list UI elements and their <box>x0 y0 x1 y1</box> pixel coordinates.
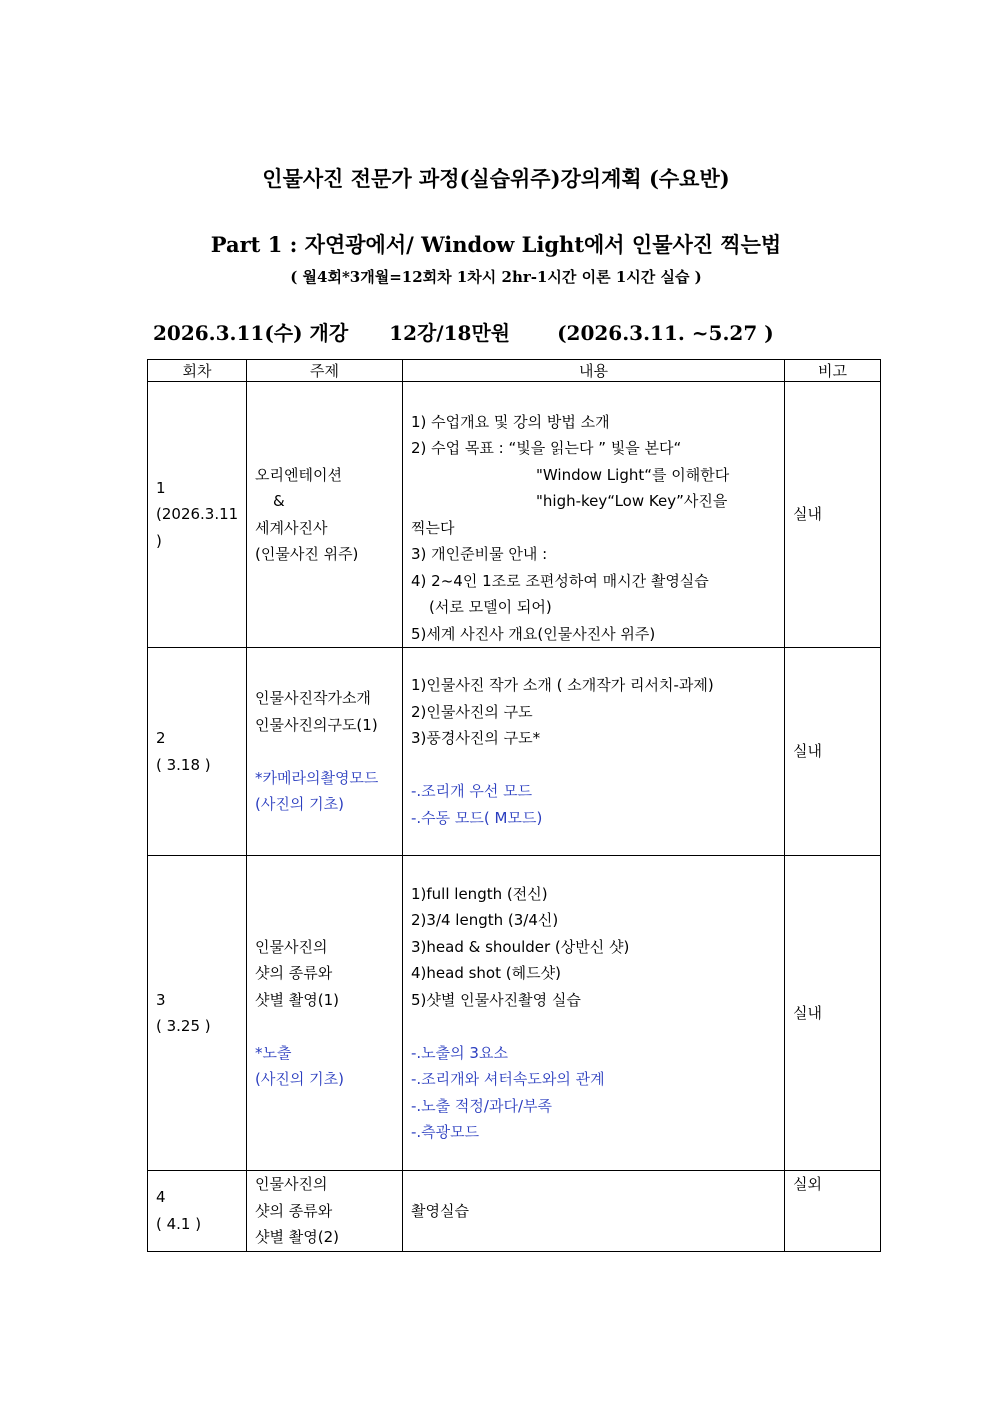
content-text: 2)3/4 length (3/4신) <box>411 911 559 929</box>
part-title: Part 1 : 자연광에서/ Window Light에서 인물사진 찍는법 <box>210 232 782 257</box>
session-text: 4 <box>156 1188 166 1207</box>
content-text: 5)샷별 인물사진촬영 실습 <box>411 990 581 1009</box>
topic-text: 세계사진사 <box>255 518 328 537</box>
header-note: 비고 <box>785 360 881 382</box>
content-cell <box>403 648 785 856</box>
topic-text: 인물사진작가소개 <box>255 689 371 708</box>
topic-text: (인물사진 위주) <box>255 545 359 563</box>
topic-cell <box>247 1171 403 1252</box>
content-text: "Window Light“를 이해한다 <box>536 465 730 484</box>
topic-text: (사진의 기초) <box>255 795 344 814</box>
topic-text: 인물사진의구도(1) <box>255 715 378 734</box>
lecture-plan-table <box>147 359 881 1252</box>
content-text: 5)세계 사진사 개요(인물사진사 위주) <box>411 624 656 643</box>
content-text <box>411 1013 776 1040</box>
content-text: 촬영실습 <box>411 1201 469 1220</box>
sessions-fee: 12강/18만원 <box>389 321 511 345</box>
content-text: -.노출의 3요소 <box>411 1043 508 1062</box>
content-text: -.측광모드 <box>411 1123 480 1141</box>
session-text: 3 <box>156 990 166 1009</box>
content-text: -.노출 적정/과다/부족 <box>411 1096 552 1115</box>
header-content: 내용 <box>403 360 785 382</box>
note-cell <box>785 648 881 856</box>
session-text: (2026.3.11 <box>156 505 239 524</box>
topic-text: 샷별 촬영(2) <box>255 1228 339 1246</box>
content-cell <box>403 856 785 1171</box>
topic-text: & <box>273 492 285 510</box>
header-topic: 주제 <box>247 360 403 382</box>
topic-text: *카메라의촬영모드 <box>255 768 379 787</box>
session-text: ( 3.18 ) <box>156 755 211 774</box>
table-row <box>148 1171 881 1252</box>
session-text: 1 <box>156 478 166 497</box>
note-cell <box>785 1171 881 1252</box>
content-text: 4) 2~4인 1조로 조편성하여 매시간 촬영실습 <box>411 571 709 590</box>
content-text: -.조리개와 셔터속도와의 관계 <box>411 1070 605 1088</box>
content-text: 찍는다 <box>411 518 455 537</box>
session-cell <box>148 1171 247 1252</box>
topic-text: 인물사진의 <box>255 937 328 956</box>
open-date: 2026.3.11(수) 개강 <box>153 321 349 345</box>
note-text: 실내 <box>793 1003 822 1022</box>
topic-cell <box>247 648 403 856</box>
content-text: 2)인물사진의 구도 <box>411 702 533 721</box>
course-subtitle: ( 월4회*3개월=12회차 1차시 2hr-1시간 이론 1시간 실습 ) <box>290 268 702 286</box>
note-text: 실외 <box>793 1175 822 1193</box>
topic-cell <box>247 382 403 648</box>
content-text: 1)인물사진 작가 소개 ( 소개작가 리서치-과제) <box>411 676 714 694</box>
note-text: 실내 <box>793 505 822 524</box>
course-period: (2026.3.11. ~5.27 ) <box>557 321 774 345</box>
topic-cell <box>247 856 403 1171</box>
topic-text: *노출 <box>255 1043 292 1062</box>
course-dateline <box>153 317 774 346</box>
session-text: ( 4.1 ) <box>156 1214 202 1233</box>
content-cell <box>403 1171 785 1252</box>
topic-text: 샷의 종류와 <box>255 964 333 982</box>
session-text: 2 <box>156 729 166 747</box>
topic-text: 샷별 촬영(1) <box>255 990 339 1009</box>
topic-text: (사진의 기초) <box>255 1070 344 1088</box>
content-text: -.조리개 우선 모드 <box>411 782 533 800</box>
content-text: -.수동 모드( M모드) <box>411 808 543 827</box>
session-text: ( 3.25 ) <box>156 1017 211 1035</box>
topic-text <box>255 1013 394 1040</box>
topic-text <box>255 738 394 765</box>
table-row <box>148 856 881 1171</box>
session-cell <box>148 856 247 1171</box>
table-header-row <box>148 360 881 382</box>
table-row <box>148 382 881 648</box>
content-text: 2) 수업 목표 : “빛을 읽는다 ” 빛을 본다“ <box>411 439 682 457</box>
document-title: 인물사진 전문가 과정(실습위주)강의계획 (수요반) <box>262 166 730 191</box>
content-text: 1)full length (전신) <box>411 884 548 903</box>
topic-text: 오리엔테이션 <box>255 465 342 484</box>
content-text: 3)풍경사진의 구도* <box>411 729 541 747</box>
content-text: 3)head & shoulder (상반신 샷) <box>411 937 630 956</box>
session-cell <box>148 648 247 856</box>
content-text: 4)head shot (헤드샷) <box>411 964 561 982</box>
note-cell <box>785 382 881 648</box>
content-text: 3) 개인준비물 안내 : <box>411 545 548 563</box>
header-session: 회차 <box>148 360 247 382</box>
content-cell <box>403 382 785 648</box>
topic-text: 샷의 종류와 <box>255 1201 333 1220</box>
session-cell <box>148 382 247 648</box>
content-text: "high-key“Low Key”사진을 <box>536 492 728 510</box>
topic-text: 인물사진의 <box>255 1175 328 1193</box>
content-text <box>411 752 776 779</box>
content-text: 1) 수업개요 및 강의 방법 소개 <box>411 412 610 431</box>
session-text: ) <box>156 531 162 550</box>
content-text <box>411 382 776 409</box>
content-text: (서로 모델이 되어) <box>429 598 552 616</box>
note-text: 실내 <box>793 742 822 761</box>
note-cell <box>785 856 881 1171</box>
table-row <box>148 648 881 856</box>
